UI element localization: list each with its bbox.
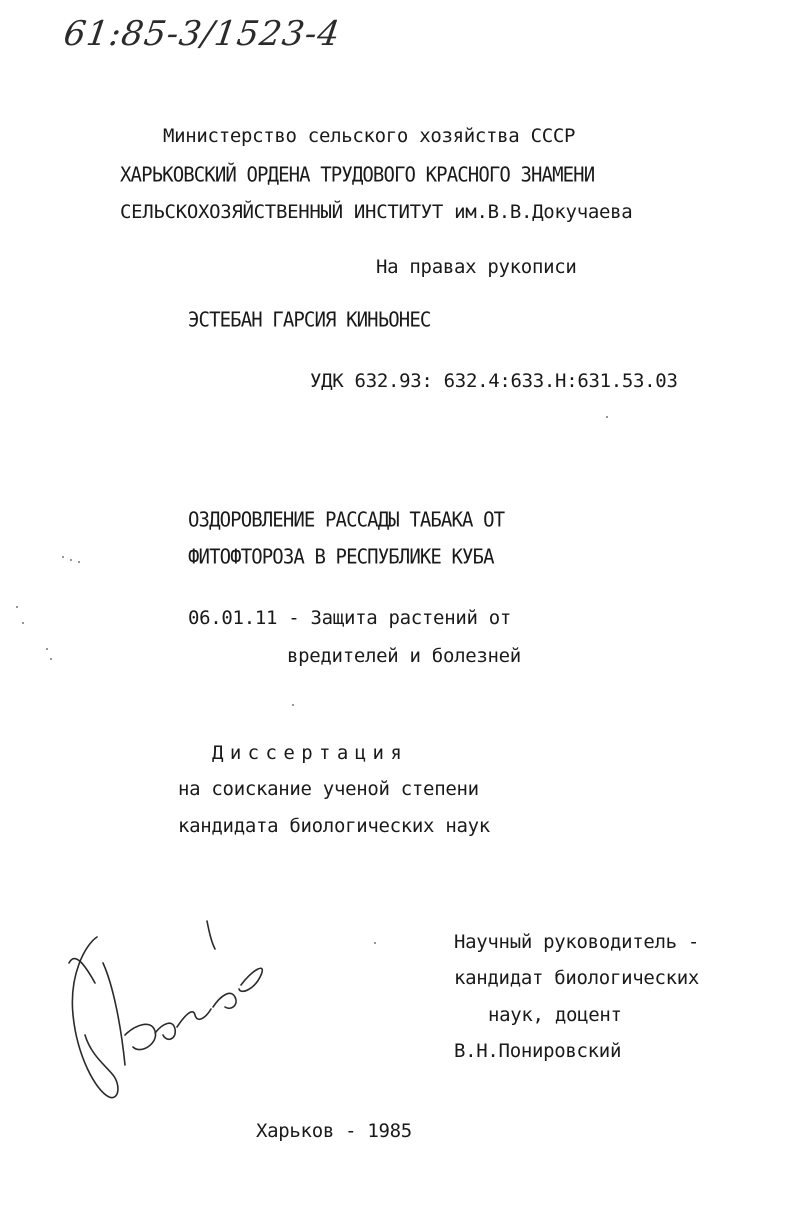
paper-speck bbox=[62, 556, 64, 558]
supervisor-name: В.Н.Понировский bbox=[454, 1040, 622, 1062]
thesis-title-line-1: ОЗДОРОВЛЕНИЕ РАССАДЫ ТАБАКА ОТ bbox=[188, 508, 505, 532]
paper-speck bbox=[292, 704, 294, 706]
author-name: ЭСТЕБАН ГАРСИЯ КИНЬОНЕС bbox=[188, 308, 431, 332]
paper-speck bbox=[606, 416, 608, 418]
paper-speck bbox=[374, 942, 376, 944]
paper-speck bbox=[50, 658, 52, 660]
paper-speck bbox=[22, 622, 24, 624]
thesis-title-line-2: ФИТОФТОРОЗА В РЕСПУБЛИКЕ КУБА bbox=[188, 545, 494, 569]
paper-speck bbox=[46, 648, 48, 650]
specialty-line-1: 06.01.11 - Защита растений от bbox=[188, 607, 512, 629]
paper-speck bbox=[70, 559, 72, 561]
supervisor-line-2: кандидат биологических bbox=[454, 967, 700, 989]
institute-line-1: ХАРЬКОВСКИЙ ОРДЕНА ТРУДОВОГО КРАСНОГО ЗНАМЕНИ bbox=[120, 163, 595, 187]
degree-line-1: на соискание ученой степени bbox=[178, 778, 479, 800]
paper-speck bbox=[78, 561, 80, 563]
supervisor-line-3: наук, доцент bbox=[488, 1004, 622, 1026]
ministry-line: Министерство сельского хозяйства СССР bbox=[163, 125, 576, 147]
supervisor-line-1: Научный руководитель - bbox=[454, 931, 700, 953]
specialty-line-2: вредителей и болезней bbox=[287, 645, 521, 667]
institute-line-2: СЕЛЬСКОХОЗЯЙСТВЕННЫЙ ИНСТИТУТ им.В.В.Докучаева bbox=[120, 201, 633, 223]
place-and-year: Харьков - 1985 bbox=[256, 1120, 412, 1142]
udc-code: УДК 632.93: 632.4:633.Н:631.53.03 bbox=[310, 370, 678, 392]
dissertation-heading: Диссертация bbox=[212, 742, 409, 764]
paper-speck bbox=[16, 606, 18, 608]
manuscript-note: На правах рукописи bbox=[376, 256, 577, 278]
signature-icon bbox=[55, 915, 285, 1105]
archive-number-handwritten: 61:85-3/1523-4 bbox=[61, 14, 344, 54]
degree-line-2: кандидата биологических наук bbox=[178, 815, 490, 837]
